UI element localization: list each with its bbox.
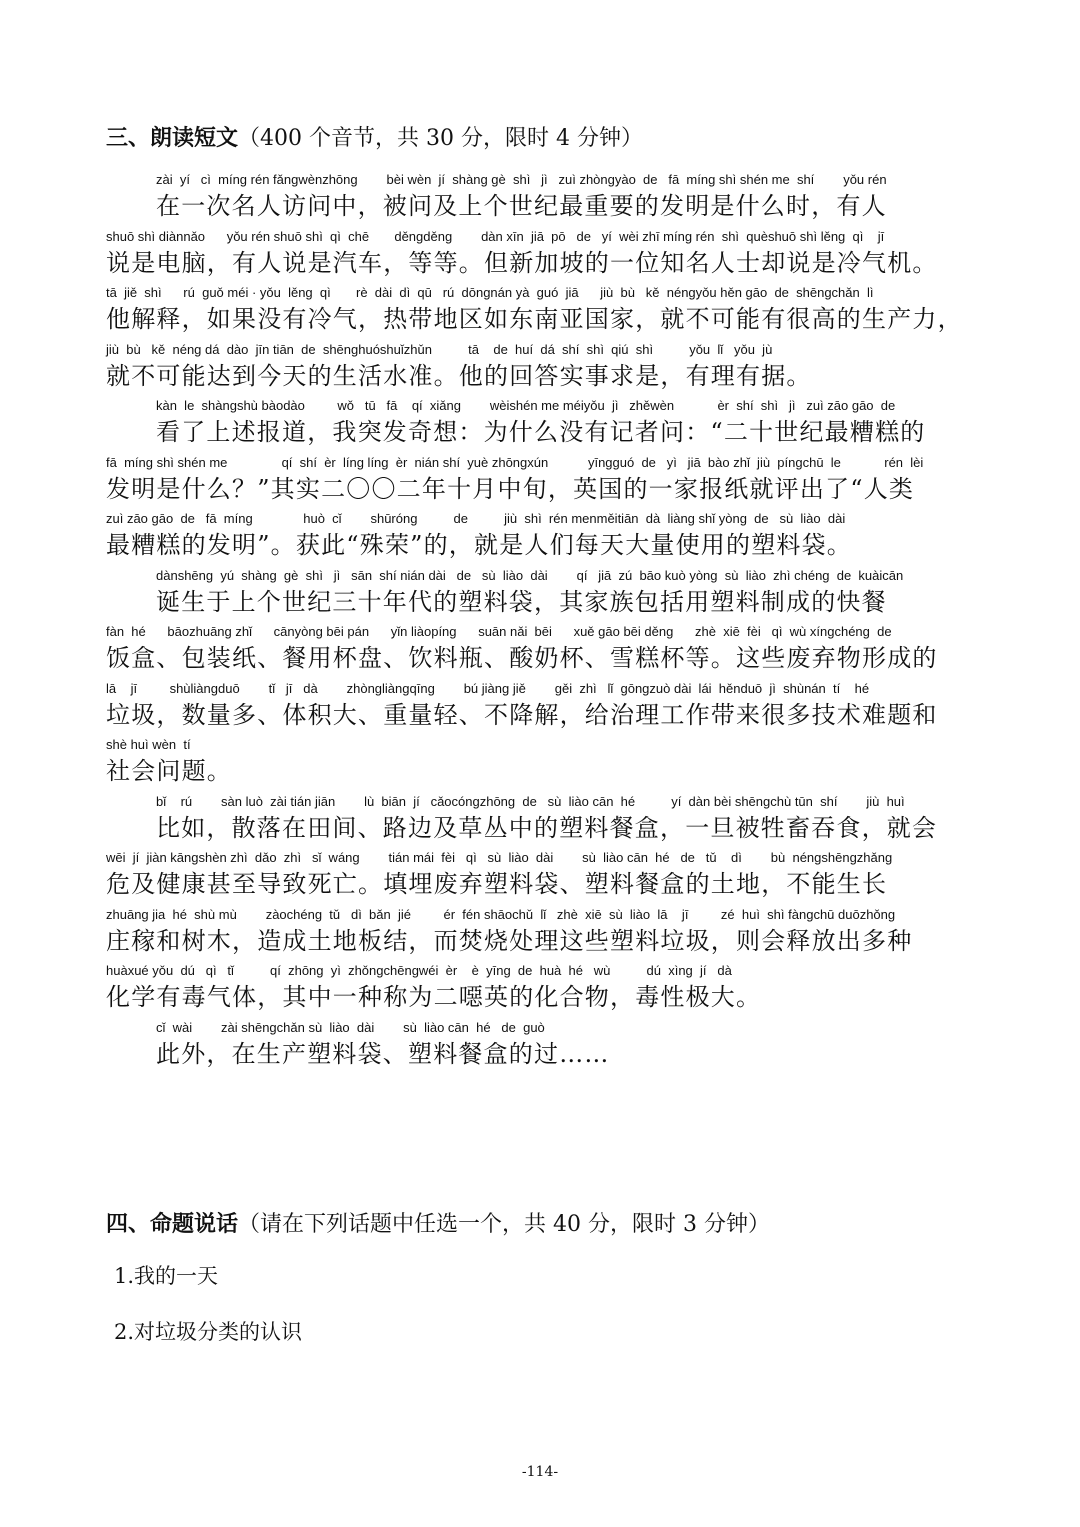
section-4-title: 四、命题说话 bbox=[106, 1212, 239, 1237]
pinyin-line: fàn hé bāozhuāng zhǐ cānyòng bēi pán yǐn liàopíng suān nǎi bēi xuě gāo bēi děng zhè xiē fèi qì wù xíngchéng de bbox=[106, 624, 892, 639]
passage-line bbox=[0, 568, 1080, 624]
hanzi-line: 垃圾，数量多、体积大、重量轻、不降解，给治理工作带来很多技术难题和 bbox=[106, 701, 938, 729]
hanzi-line: 化学有毒气体，其中一种称为二噁英的化合物，毒性极大。 bbox=[106, 983, 762, 1011]
topic-item: 2.对垃圾分类的认识 bbox=[114, 1320, 303, 1344]
hanzi-line: 看了上述报道，我突发奇想：为什么没有记者问：“二十世纪最糟糕的 bbox=[156, 418, 926, 446]
pinyin-line: dànshēng yú shàng gè shì jì sān shí nián dài de sù liào dài qí jiā zú bāo kuò yòng sù liào zhì chéng de kuàicān bbox=[156, 568, 904, 583]
hanzi-line: 此外，在生产塑料袋、塑料餐盒的过…… bbox=[156, 1040, 610, 1068]
pinyin-line: kàn le shàngshù bàodào wǒ tū fā qí xiǎng wèishén me méiyǒu jì zhěwèn èr shí shì jì zuì zāo gāo de bbox=[156, 398, 896, 413]
passage-line bbox=[0, 794, 1080, 850]
passage-line bbox=[0, 681, 1080, 737]
hanzi-line: 比如，散落在田间、路边及草丛中的塑料餐盒，一旦被牲畜吞食，就会 bbox=[156, 814, 938, 842]
pinyin-line: jiù bù kě néng dá dào jīn tiān de shēnghuóshuǐzhǔn tā de huí dá shí shì qiú shì yǒu lǐ yǒu jù bbox=[106, 342, 773, 357]
passage-line bbox=[0, 342, 1080, 398]
topic-item: 1.我的一天 bbox=[114, 1264, 219, 1288]
hanzi-line: 庄稼和树木，造成土地板结，而焚烧处理这些塑料垃圾，则会释放出多种 bbox=[106, 927, 913, 955]
hanzi-line: 他解释，如果没有冷气，热带地区如东南亚国家，就不可能有很高的生产力， bbox=[106, 305, 963, 333]
passage-line bbox=[0, 850, 1080, 906]
pinyin-line: zhuāng jia hé shù mù zàochéng tǔ dì bǎn jié ér fén shāochǔ lǐ zhè xiē sù liào lā jī zé huì shì fàngchū duōzhǒng bbox=[106, 907, 896, 922]
pinyin-line: wēi jí jiàn kāngshèn zhì dǎo zhì sǐ wáng tián mái fèi qì sù liào dài sù liào cān hé de tǔ dì bù néngshēngzhǎng bbox=[106, 850, 893, 865]
section-3-note: （400 个音节，共 30 分，限时 4 分钟） bbox=[238, 126, 643, 151]
passage-line bbox=[0, 1020, 1080, 1076]
hanzi-line: 饭盒、包装纸、餐用杯盘、饮料瓶、酸奶杯、雪糕杯等。这些废弃物形成的 bbox=[106, 644, 938, 672]
pinyin-line: zuì zāo gāo de fā míng huò cǐ shūróng de jiù shì rén menměitiān dà liàng shǐ yòng de sù liào dài bbox=[106, 511, 846, 526]
hanzi-line: 说是电脑，有人说是汽车，等等。但新加坡的一位知名人士却说是冷气机。 bbox=[106, 249, 938, 277]
pinyin-line: bǐ rú sàn luò zài tián jiān lù biān jí cǎocóngzhōng de sù liào cān hé yí dàn bèi shēngchù tūn shí jiù huì bbox=[156, 794, 905, 809]
passage-line bbox=[0, 285, 1080, 341]
hanzi-line: 在一次名人访问中，被问及上个世纪最重要的发明是什么时，有人 bbox=[156, 192, 887, 220]
pinyin-line: tā jiě shì rú guǒ méi · yǒu lěng qì rè dài dì qū rú dōngnán yà guó jiā jiù bù kě néngyǒu hěn gāo de shēngchǎn lì bbox=[106, 285, 874, 300]
pinyin-line: shuō shì diànnǎo yǒu rén shuō shì qì chē děngděng dàn xīn jiā pō de yí wèi zhī míng rén shì quèshuō shì lěng qì jī bbox=[106, 229, 885, 244]
passage-line bbox=[0, 907, 1080, 963]
page-number: -114- bbox=[521, 1464, 559, 1480]
passage-line bbox=[0, 172, 1080, 228]
hanzi-line: 危及健康甚至导致死亡。填埋废弃塑料袋、塑料餐盒的土地，不能生长 bbox=[106, 870, 888, 898]
hanzi-line: 发明是什么？”其实二〇〇二年十月中旬，英国的一家报纸就评出了“人类 bbox=[106, 475, 915, 503]
hanzi-line: 就不可能达到今天的生活水准。他的回答实事求是，有理有据。 bbox=[106, 362, 812, 390]
pinyin-line: huàxué yǒu dú qì tǐ qí zhōng yì zhǒngchēngwéi èr è yīng de huà hé wù dú xìng jí dà bbox=[106, 963, 732, 978]
pinyin-line: shè huì wèn tí bbox=[106, 737, 191, 752]
hanzi-line: 诞生于上个世纪三十年代的塑料袋，其家族包括用塑料制成的快餐 bbox=[156, 588, 887, 616]
section-3-heading bbox=[106, 121, 643, 152]
passage-line bbox=[0, 737, 1080, 793]
section-4-note: （请在下列话题中任选一个，共 40 分，限时 3 分钟） bbox=[238, 1212, 770, 1237]
section-3-title: 三、朗读短文 bbox=[106, 126, 239, 151]
passage-line bbox=[0, 511, 1080, 567]
hanzi-line: 最糟糕的发明”。获此“殊荣”的，就是人们每天大量使用的塑料袋。 bbox=[106, 531, 853, 559]
section-4-heading bbox=[106, 1207, 770, 1238]
passage-line bbox=[0, 455, 1080, 511]
pinyin-line: cǐ wài zài shēngchǎn sù liào dài sù liào cān hé de guò bbox=[156, 1020, 545, 1035]
pinyin-line: zài yí cì míng rén fǎngwènzhōng bèi wèn jí shàng gè shì jì zuì zhòngyào de fā míng shì shén me shí yǒu rén bbox=[156, 172, 887, 187]
pinyin-line: fā míng shì shén me qí shí èr líng líng èr nián shí yuè zhōngxún yīngguó de yì jiā bào zhǐ jiù píngchū le rén lèi bbox=[106, 455, 924, 470]
passage-line bbox=[0, 398, 1080, 454]
hanzi-line: 社会问题。 bbox=[106, 757, 232, 785]
pinyin-line: lā jī shùliàngduō tǐ jī dà zhòngliàngqīng bú jiàng jiě gěi zhì lǐ gōngzuò dài lái hěnduō jì shùnán tí hé bbox=[106, 681, 870, 696]
passage-line bbox=[0, 963, 1080, 1019]
passage-line bbox=[0, 229, 1080, 285]
passage-line bbox=[0, 624, 1080, 680]
